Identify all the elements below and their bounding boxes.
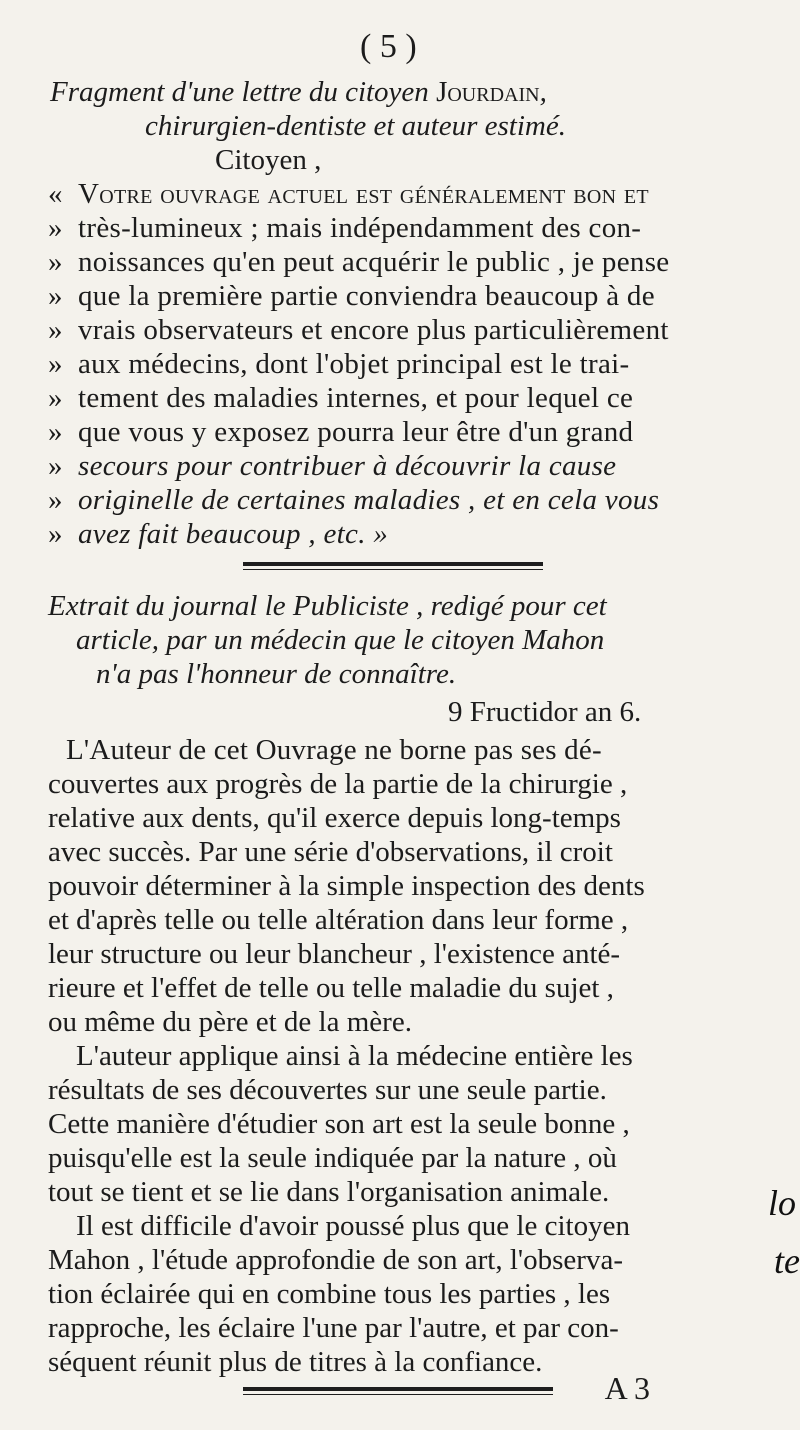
quote-mark: »: [48, 484, 63, 516]
letter-text: vrais observateurs et encore plus particulièrement: [78, 314, 669, 346]
letter-text: noissances qu'en peut acquérir le public , je pense: [78, 246, 670, 278]
extract-line: tion éclairée qui en combine tous les parties , les: [48, 1278, 611, 1310]
extract-line: et d'après telle ou telle altération dans leur forme ,: [48, 904, 629, 936]
letter-line: [48, 178, 649, 211]
letter-line: [48, 450, 616, 483]
quote-mark: «: [48, 178, 63, 210]
extract-line: Cette manière d'étudier son art est la seule bonne ,: [48, 1108, 630, 1140]
quote-mark: »: [48, 212, 63, 244]
letter-heading-text: Fragment d'une lettre du citoyen: [50, 76, 437, 108]
letter-heading-line1: [50, 76, 547, 109]
quote-mark: »: [48, 314, 63, 346]
quote-mark: »: [48, 280, 63, 312]
quote-mark: »: [48, 518, 63, 550]
extract-line: séquent réunit plus de titres à la confiance.: [48, 1346, 543, 1378]
extract-line: relative aux dents, qu'il exerce depuis long-temps: [48, 802, 621, 834]
page-number: ( 5 ): [360, 28, 417, 65]
letter-line: [48, 484, 659, 517]
extract-line: tout se tient et se lie dans l'organisation animale.: [48, 1176, 610, 1208]
extract-line: rieure et l'effet de telle ou telle maladie du sujet ,: [48, 972, 614, 1004]
extract-line: puisqu'elle est la seule indiquée par la nature , où: [48, 1142, 617, 1174]
quote-mark: »: [48, 450, 63, 482]
letter-heading-line2: chirurgien-dentiste et auteur estimé.: [145, 110, 566, 142]
quote-mark: »: [48, 382, 63, 414]
letter-text: tement des maladies internes, et pour lequel ce: [78, 382, 634, 414]
extract-line: Il est difficile d'avoir poussé plus que le citoyen: [76, 1210, 630, 1242]
letter-line: [48, 518, 388, 551]
letter-text: avez fait beaucoup , etc. »: [78, 518, 389, 550]
letter-heading-author: Jourdain: [436, 76, 540, 108]
letter-line: [48, 382, 633, 415]
letter-text: que la première partie conviendra beaucoup à de: [78, 280, 655, 312]
letter-text: originelle de certaines maladies , et en cela vous: [78, 484, 660, 516]
letter-text: secours pour contribuer à découvrir la cause: [78, 450, 617, 482]
extract-date: 9 Fructidor an 6.: [448, 696, 642, 728]
letter-line: [48, 314, 669, 347]
quote-mark: »: [48, 348, 63, 380]
extract-line: résultats de ses découvertes sur une seule partie.: [48, 1074, 607, 1106]
extract-line: rapproche, les éclaire l'une par l'autre, et par con-: [48, 1312, 619, 1344]
extract-line: L'Auteur de cet Ouvrage ne borne pas ses dé-: [66, 734, 602, 766]
extract-line: avec succès. Par une série d'observations, il croit: [48, 836, 613, 868]
letter-line: [48, 280, 655, 313]
letter-line: [48, 416, 633, 449]
letter-line: [48, 246, 669, 279]
extract-line: leur structure ou leur blancheur , l'existence anté-: [48, 938, 621, 970]
letter-line: [48, 212, 641, 245]
letter-line: [48, 348, 629, 381]
section-rule-thick: [243, 562, 543, 566]
bottom-rule-thick: [243, 1387, 553, 1391]
letter-text: très-lumineux ; mais indépendamment des con-: [78, 212, 642, 244]
extract-line: L'auteur applique ainsi à la médecine entière les: [76, 1040, 633, 1072]
extract-heading-line2: article, par un médecin que le citoyen Mahon: [76, 624, 605, 656]
margin-handwriting: lo: [768, 1183, 797, 1223]
quote-mark: »: [48, 416, 63, 448]
quote-mark: »: [48, 246, 63, 278]
letter-text: que vous y exposez pourra leur être d'un grand: [78, 416, 634, 448]
extract-heading-line3: n'a pas l'honneur de connaître.: [96, 658, 457, 690]
extract-line: couvertes aux progrès de la partie de la chirurgie ,: [48, 768, 628, 800]
letter-text: Votre ouvrage actuel est généralement bon et: [78, 178, 649, 210]
letter-text: aux médecins, dont l'objet principal est le trai-: [78, 348, 630, 380]
extract-line: pouvoir déterminer à la simple inspection des dents: [48, 870, 645, 902]
extract-heading-line1: Extrait du journal le Publiciste , redigé pour cet: [48, 590, 607, 622]
letter-heading-comma: ,: [539, 76, 547, 108]
bottom-rule-thin: [243, 1394, 553, 1395]
section-rule-thin: [243, 569, 543, 570]
extract-line: ou même du père et de la mère.: [48, 1006, 412, 1038]
margin-handwriting: te: [774, 1241, 800, 1281]
signature-mark: A 3: [604, 1370, 650, 1406]
letter-salutation: Citoyen ,: [215, 144, 322, 176]
extract-line: Mahon , l'étude approfondie de son art, l'observa-: [48, 1244, 623, 1276]
